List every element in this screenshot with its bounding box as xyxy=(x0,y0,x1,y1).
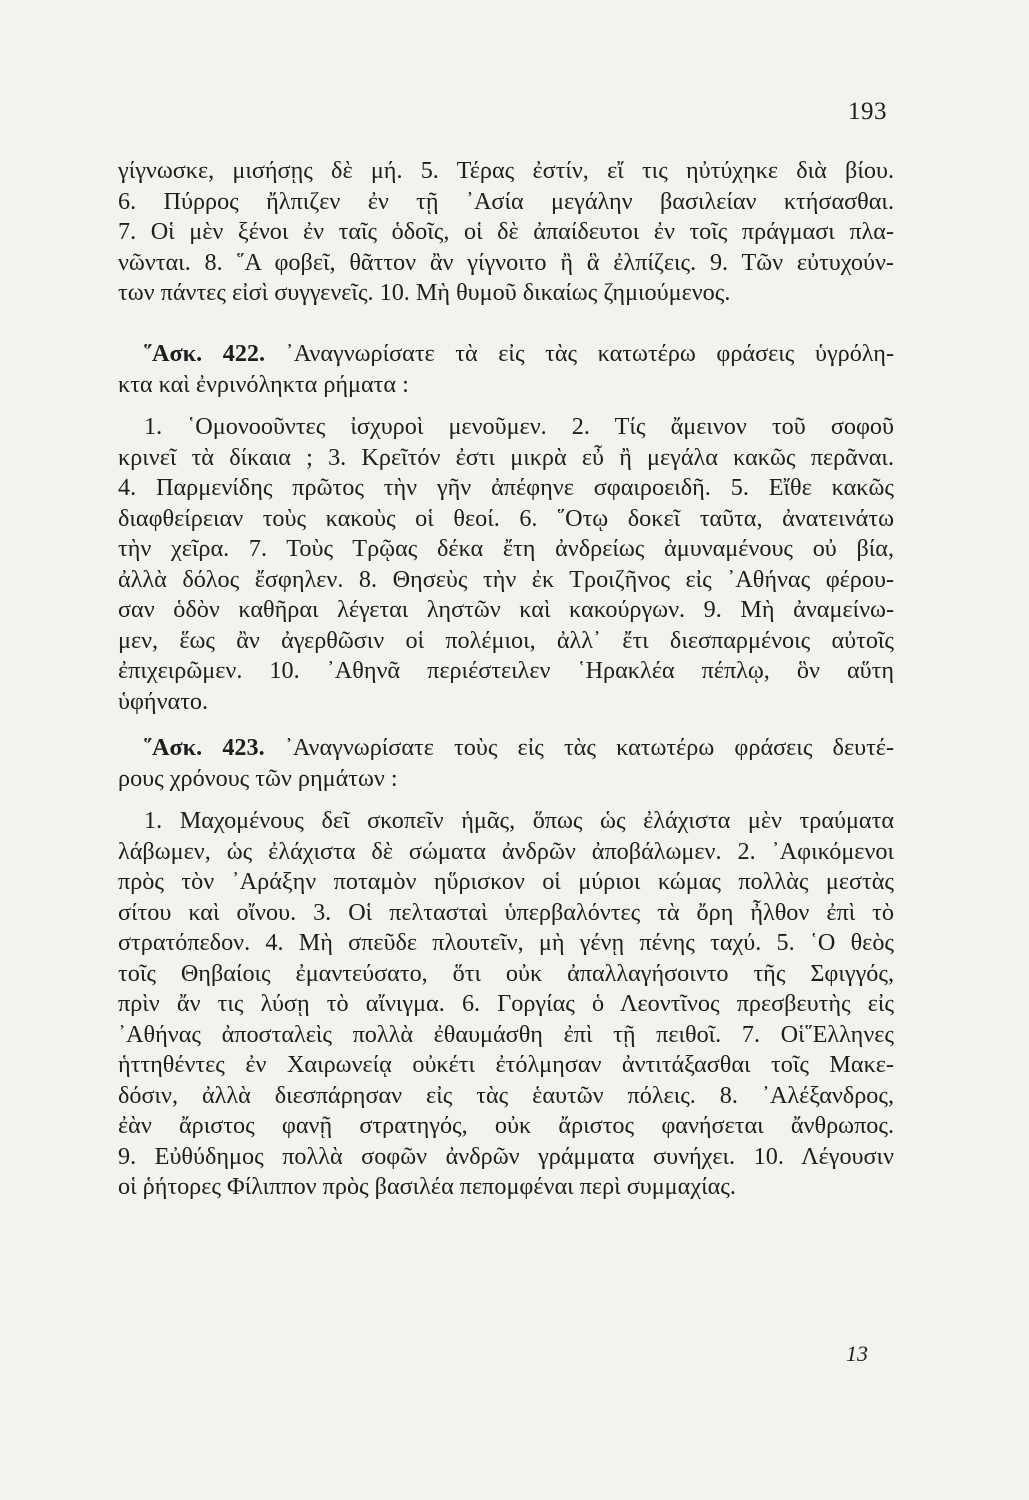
exercise-423 xyxy=(118,733,894,1203)
exercise-heading-line xyxy=(118,339,894,370)
text-line: ἐὰν ἄριστος φανῇ στρατηγός, οὐκ ἄριστος φανήσεται ἄνθρωπος. xyxy=(118,1112,894,1139)
text-line: δόσιν, ἀλλὰ διεσπάρησαν εἰς τὰς ἑαυτῶν πόλεις. 8. ᾽Αλέξανδρος, xyxy=(118,1081,894,1109)
exercise-instruction-line: ρους χρόνους τῶν ρημάτων : xyxy=(118,764,398,792)
text-line: κρινεῖ τὰ δίκαια ; 3. Κρεῖτόν ἐστι μικρὰ εὖ ἢ μεγάλα κακῶς περᾶναι. xyxy=(118,443,894,471)
signature-number: 13 xyxy=(846,1341,868,1366)
text-line: ἡττηθέντες ἐν Χαιρωνείᾳ οὐκέτι ἐτόλμησαν ἀντιτάξασθαι τοῖς Μακε- xyxy=(118,1051,894,1078)
text-line: ὑφήνατο. xyxy=(118,687,209,715)
text-line: 1. ῾Ομονοοῦντες ἰσχυροὶ μενοῦμεν. 2. Τίς ἄμεινον τοῦ σοφοῦ xyxy=(144,413,894,440)
continuation-paragraph xyxy=(118,156,894,309)
text-line: 7. Οἱ μὲν ξένοι ἐν ταῖς ὁδοῖς, οἱ δὲ ἀπαίδευτοι ἐν τοῖς πράγμασι πλα- xyxy=(118,218,894,245)
text-line: ᾽Αθήνας ἀποσταλεὶς πολλὰ ἐθαυμάσθη ἐπὶ τῇ πειθοῖ. 7. Οἱ῞Ελληνες xyxy=(118,1020,894,1048)
text-line: ἐπιχειρῶμεν. 10. ᾽Αθηνᾶ περιέστειλεν ῾Ηρακλέα πέπλῳ, ὃν αὕτη xyxy=(118,657,894,684)
text-line: ἀλλὰ δόλος ἔσφηλεν. 8. Θησεὺς τὴν ἐκ Τροιζῆνος εἰς ᾽Αθήνας φέρου- xyxy=(118,565,894,593)
text-line: 9. Εὐθύδημος πολλὰ σοφῶν ἀνδρῶν γράμματα συνήχει. 10. Λέγουσιν xyxy=(118,1142,894,1170)
text-line: τὴν χεῖρα. 7. Τοὺς Τρῷας δέκα ἔτη ἀνδρείως ἀμυναμένους οὐ βία, xyxy=(118,535,894,562)
text-line: νῶνται. 8. ῞Α φοβεῖ, θᾶττον ἂν γίγνοιτο ἢ ἃ ἐλπίζεις. 9. Τῶν εὐτυχούν- xyxy=(118,248,894,276)
page-number: 193 xyxy=(848,98,887,125)
text-line: 1. Μαχομένους δεῖ σκοπεῖν ἡμᾶς, ὅπως ὡς ἐλάχιστα μὲν τραύματα xyxy=(144,807,894,834)
exercise-instruction: ᾽Αναγνωρίσατε τὰ εἰς τὰς κατωτέρω φράσεις ὑγρόλη- xyxy=(285,340,895,367)
text-line: πρὸς τὸν ᾽Αράξην ποταμὸν ηὕρισκον οἱ μύριοι κώμας πολλὰς μεστὰς xyxy=(118,868,894,895)
text-line: 6. Πύρρος ἤλπιζεν ἐν τῇ ᾽Ασία μεγάλην βασιλείαν κτήσασθαι. xyxy=(118,187,894,215)
exercise-instruction-line: κτα καὶ ἐνρινόληκτα ρήματα : xyxy=(118,370,409,398)
text-line: στρατόπεδον. 4. Μὴ σπεῦδε πλουτεῖν, μὴ γένῃ πένης ταχύ. 5. ῾Ο θεὸς xyxy=(118,929,894,956)
exercise-instruction: ᾽Αναγνωρίσατε τοὺς εἰς τὰς κατωτέρω φράσεις δευτέ- xyxy=(284,734,895,761)
text-line: τοῖς Θηβαίοις ἐμαντεύσατο, ὅτι οὐκ ἀπαλλαγήσοιντο τῆς Σφιγγός, xyxy=(118,959,894,987)
text-line: πρὶν ἄν τις λύσῃ τὸ αἴνιγμα. 6. Γοργίας ὁ Λεοντῖνος πρεσβευτὴς εἰς xyxy=(118,990,894,1017)
text-line: λάβωμεν, ὡς ἐλάχιστα δὲ σώματα ἀνδρῶν ἀποβάλωμεν. 2. ᾽Αφικόμενοι xyxy=(118,837,894,865)
exercise-422 xyxy=(118,339,894,717)
text-line: διαφθείρειαν τοὺς κακοὺς οἱ θεοί. 6. ῞Οτῳ δοκεῖ ταῦτα, ἀνατεινάτω xyxy=(118,504,894,532)
text-line: μεν, ἕως ἂν ἀγερθῶσιν οἱ πολέμιοι, ἀλλ᾽ ἔτι διεσπαρμένοις αὐτοῖς xyxy=(118,626,894,654)
text-line: σαν ὁδὸν καθῆραι λέγεται ληστῶν καὶ κακούργων. 9. Μὴ ἀναμείνω- xyxy=(118,596,894,623)
exercise-label: ῞Ασκ. 423. xyxy=(144,734,265,761)
text-line: σίτου καὶ οἴνου. 3. Οἱ πελτασταὶ ὑπερβαλόντες τὰ ὄρη ἦλθον ἐπὶ τὸ xyxy=(118,898,894,926)
text-line: των πάντες εἰσὶ συγγενεῖς. 10. Μὴ θυμοῦ δικαίως ζημιούμενος. xyxy=(118,279,731,306)
exercise-label: ῞Ασκ. 422. xyxy=(144,340,266,367)
text-line: γίγνωσκε, μισήσῃς δὲ μή. 5. Τέρας ἐστίν, εἴ τις ηὐτύχηκε διὰ βίου. xyxy=(118,157,894,184)
text-line: 4. Παρμενίδης πρῶτος τὴν γῆν ἀπέφηνε σφαιροειδῆ. 5. Εἴθε κακῶς xyxy=(118,474,894,501)
exercise-heading-line xyxy=(118,733,894,764)
text-line: οἱ ῥήτορες Φίλιππον πρὸς βασιλέα πεπομφέναι περὶ συμμαχίας. xyxy=(118,1173,736,1200)
